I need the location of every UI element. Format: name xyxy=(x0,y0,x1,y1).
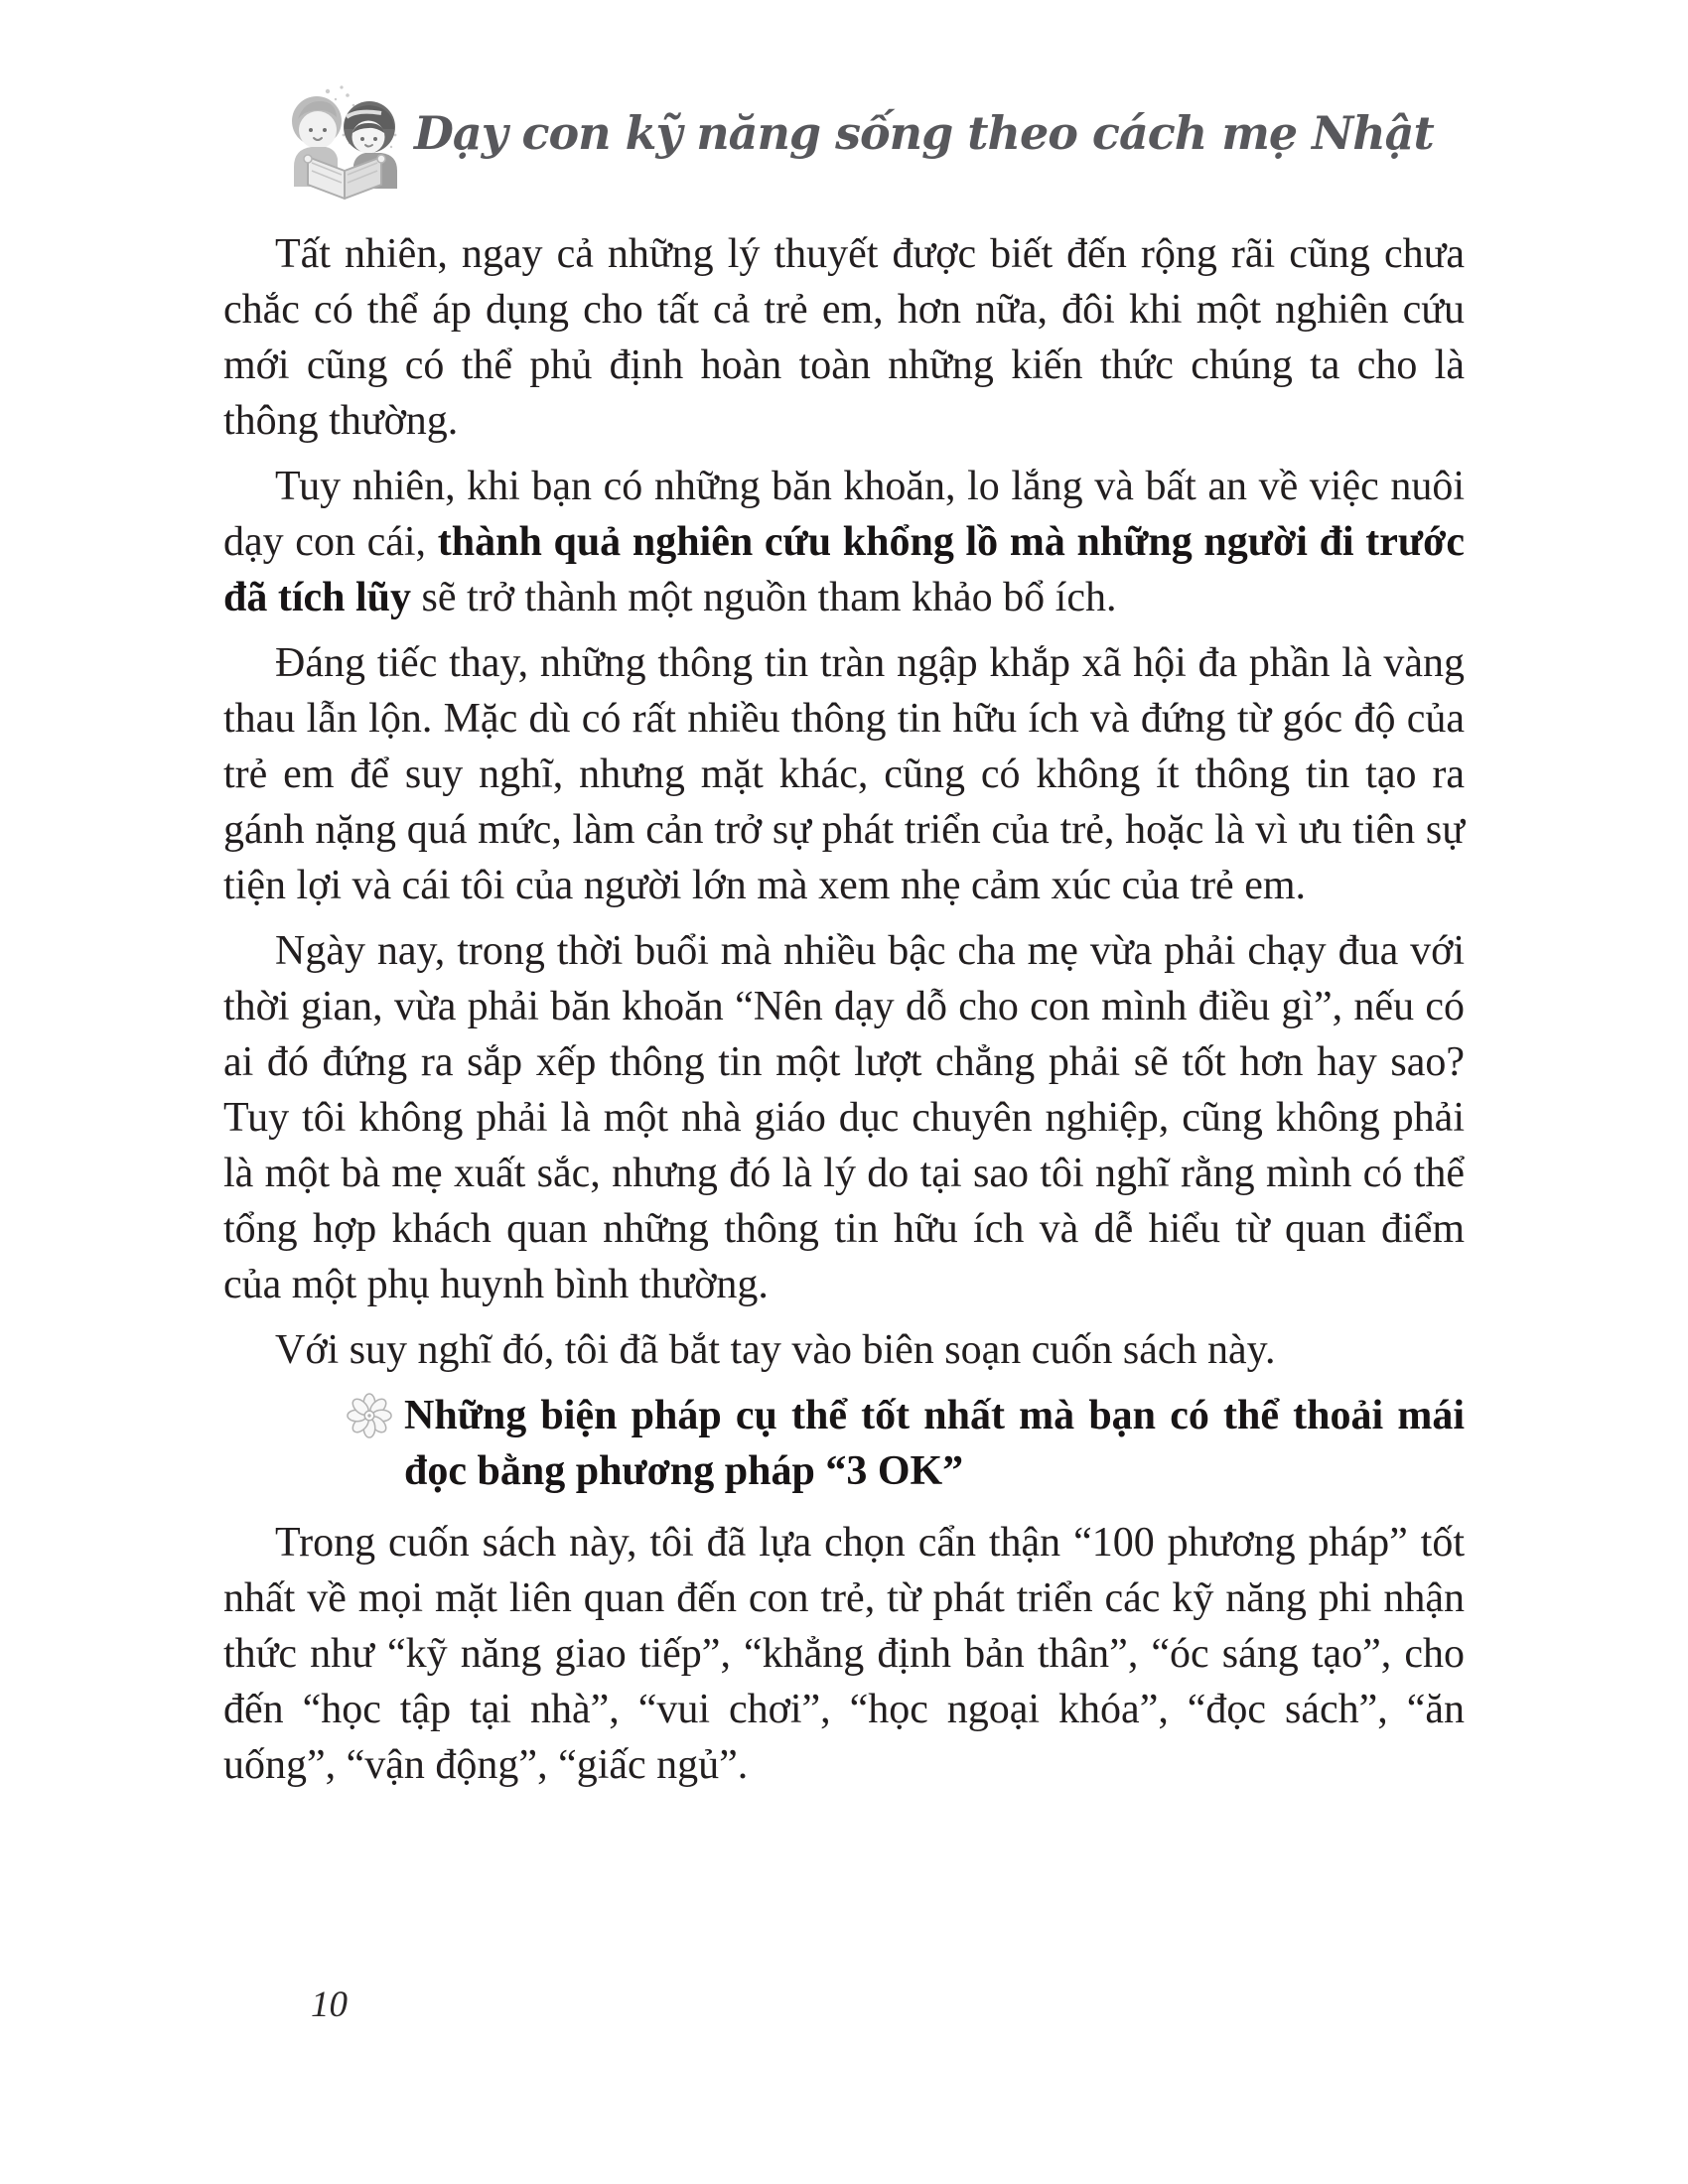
paragraph xyxy=(223,1515,1465,1793)
paragraph xyxy=(223,226,1465,449)
text-run: Tuy nhiên, khi bạn có những băn khoăn, lo lắng và bất an về việc nuôi dạy con cái, xyxy=(223,464,1465,565)
children-reading-icon xyxy=(284,83,407,205)
paragraph xyxy=(223,635,1465,913)
bold-text-run: Những biện pháp cụ thể tốt nhất mà bạn có thể thoải mái đọc bằng phương pháp “3 OK” xyxy=(404,1393,1465,1494)
text-run: Tất nhiên, ngay cả những lý thuyết được biết đến rộng rãi cũng chưa chắc có thể áp dụng cho tất cả trẻ em, hơn nữa, đôi khi một nghiên cứu mới cũng có thể phủ định hoàn toàn những kiến thức chúng ta cho là thông thường. xyxy=(223,231,1465,444)
bold-text-run: thành quả nghiên cứu khổng lồ mà những người đi trước đã tích lũy xyxy=(223,519,1465,620)
book-title: Dạy con kỹ năng sống theo cách mẹ Nhật xyxy=(414,106,1434,160)
paragraph xyxy=(223,923,1465,1312)
text-run: Đáng tiếc thay, những thông tin tràn ngập khắp xã hội đa phần là vàng thau lẫn lộn. Mặc dù có rất nhiều thông tin hữu ích và đứng từ góc độ của trẻ em để suy nghĩ, nhưng mặt khác, cũng có không ít thông tin tạo ra gánh nặng quá mức, làm cản trở sự phát triển của trẻ, hoặc là vì ưu tiên sự tiện lợi và cái tôi của người lớn mà xem nhẹ cảm xúc của trẻ em. xyxy=(223,640,1465,908)
text-run: sẽ trở thành một nguồn tham khảo bổ ích. xyxy=(411,575,1117,620)
flower-icon xyxy=(347,1393,392,1438)
text-run: Với suy nghĩ đó, tôi đã bắt tay vào biên soạn cuốn sách này. xyxy=(275,1327,1276,1373)
text-run: Ngày nay, trong thời buổi mà nhiều bậc cha mẹ vừa phải chạy đua với thời gian, vừa phải băn khoăn “Nên dạy dỗ cho con mình điều gì”, nếu có ai đó đứng ra sắp xếp thông tin một lượt chẳng phải sẽ tốt hơn hay sao? Tuy tôi không phải là một nhà giáo dục chuyên nghiệp, cũng không phải là một bà mẹ xuất sắc, nhưng đó là lý do tại sao tôi nghĩ rằng mình có thể tổng hợp khách quan những thông tin hữu ích và dễ hiểu từ quan điểm của một phụ huynh bình thường. xyxy=(223,928,1465,1307)
paragraph xyxy=(223,1322,1465,1378)
page-number: 10 xyxy=(311,1984,348,2025)
paragraph xyxy=(223,459,1465,625)
page-body xyxy=(223,226,1465,1803)
page-header xyxy=(0,0,1688,208)
text-run: Trong cuốn sách này, tôi đã lựa chọn cẩn thận “100 phương pháp” tốt nhất về mọi mặt liên quan đến con trẻ, từ phát triển các kỹ năng phi nhận thức như “kỹ năng giao tiếp”, “khẳng định bản thân”, “óc sáng tạo”, cho đến “học tập tại nhà”, “vui chơi”, “học ngoại khóa”, “đọc sách”, “ăn uống”, “vận động”, “giấc ngủ”. xyxy=(223,1520,1465,1788)
section-heading xyxy=(223,1388,1465,1499)
